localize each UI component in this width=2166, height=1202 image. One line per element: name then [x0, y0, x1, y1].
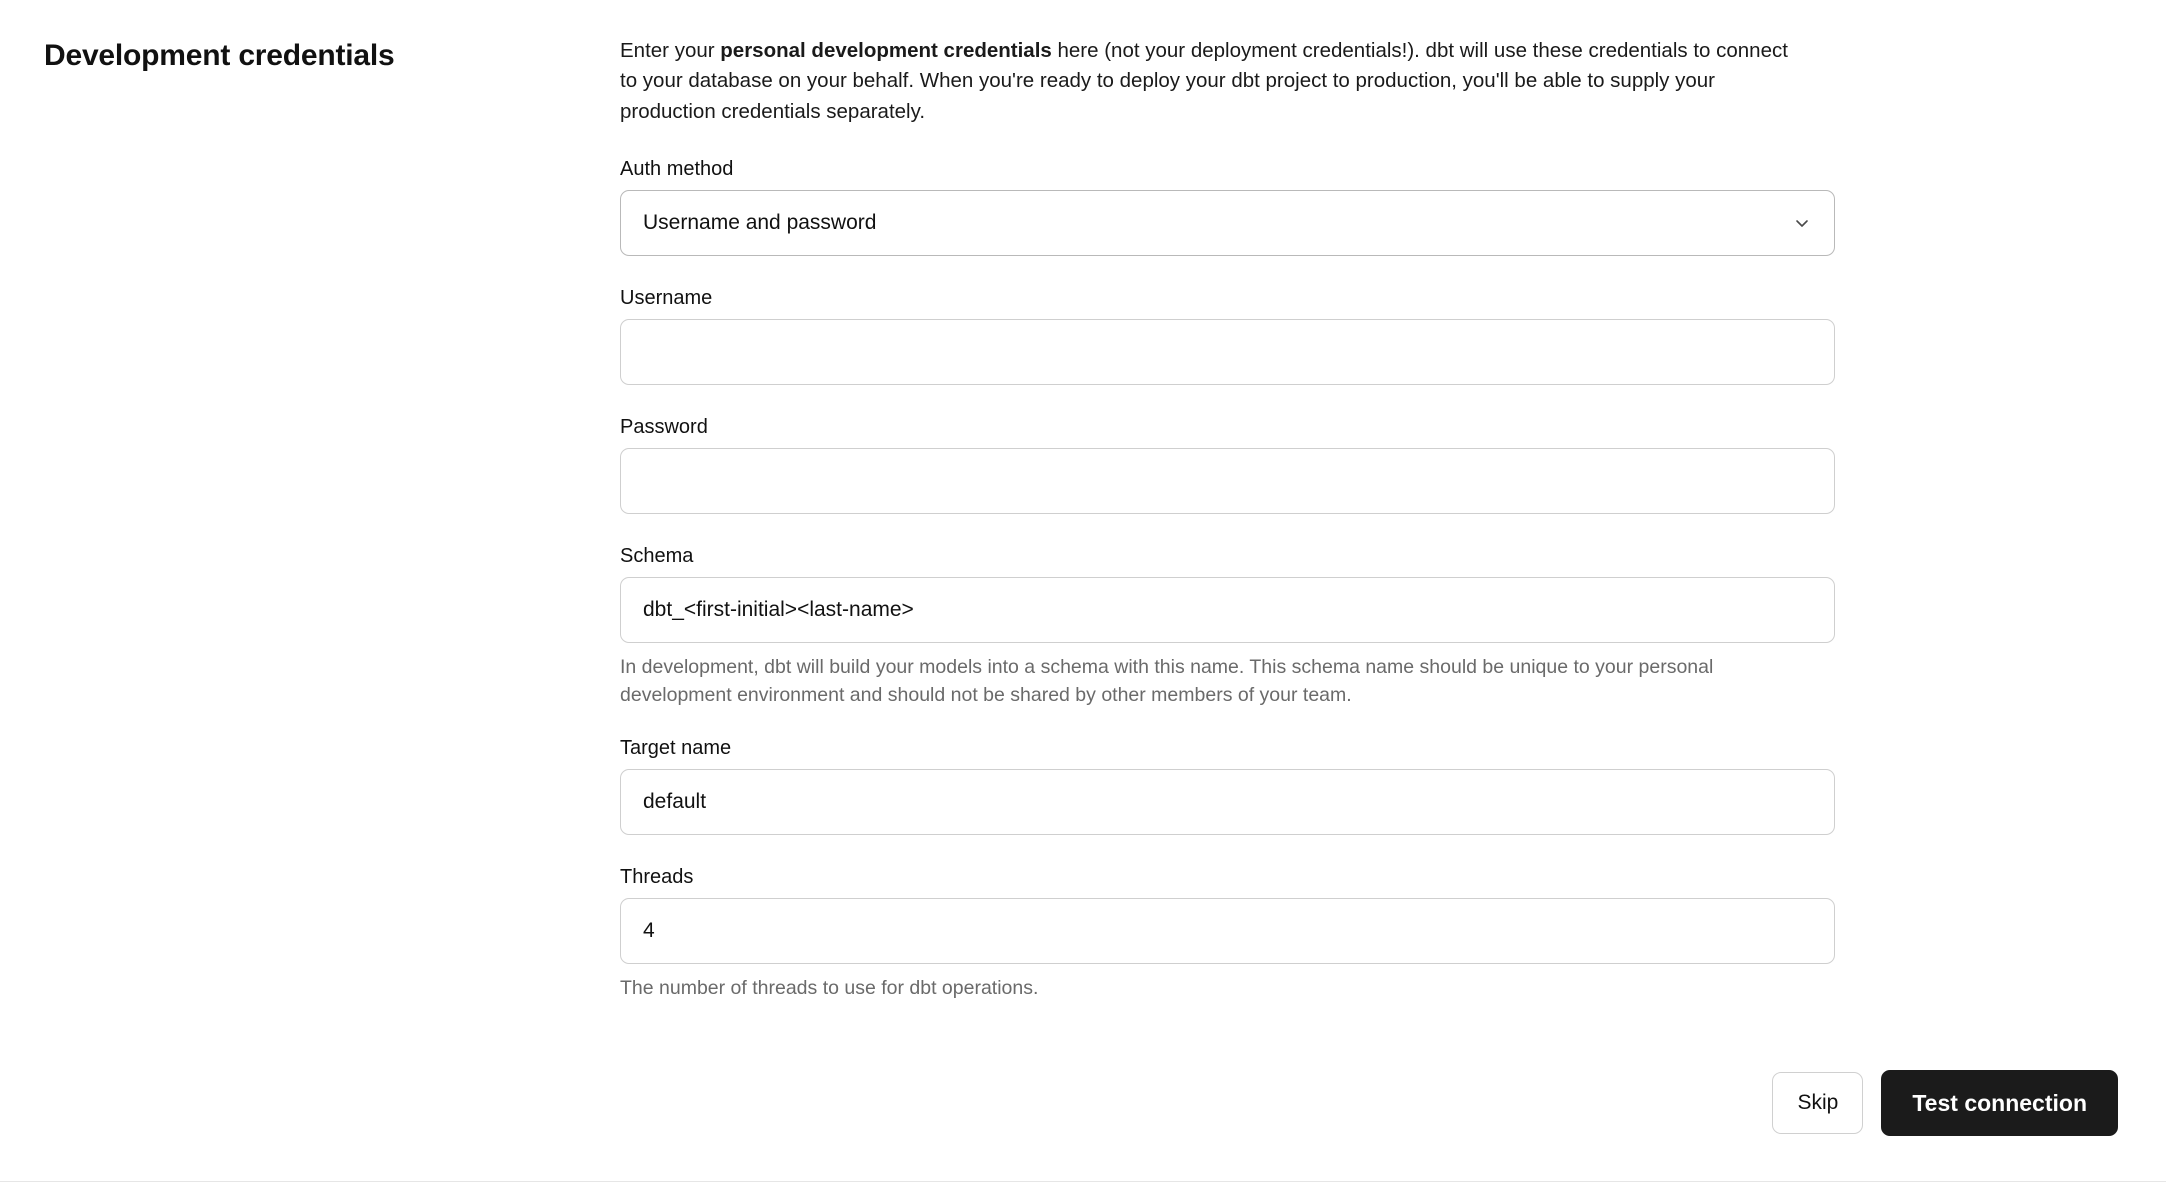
auth-method-label: Auth method [620, 157, 734, 180]
threads-help-text: The number of threads to use for dbt operations. [620, 976, 1039, 999]
auth-method-field [620, 157, 1844, 256]
intro-paragraph [620, 36, 1800, 127]
threads-label: Threads [620, 865, 694, 888]
username-label: Username [620, 286, 713, 309]
threads-input[interactable] [620, 898, 1835, 964]
password-input[interactable] [620, 448, 1835, 514]
password-field [620, 415, 1844, 514]
schema-field [620, 544, 1844, 710]
intro-prefix: Enter your [620, 39, 721, 62]
target-name-label: Target name [620, 736, 732, 759]
form-actions [1772, 1070, 2118, 1136]
spacer [620, 839, 1844, 865]
bottom-divider [0, 1181, 2166, 1182]
section-title-column [0, 36, 620, 1006]
password-label: Password [620, 415, 708, 438]
schema-label: Schema [620, 544, 694, 567]
intro-emphasis: personal development credentials [720, 39, 1052, 62]
intro-suffix: here (not your deployment credentials!). dbt will use these credentials to connect to your database on your behalf. When you're ready to deploy your dbt project to production, you'll be able to supply your production credentials separately. [620, 39, 1788, 123]
test-connection-button[interactable]: Test connection [1881, 1070, 2118, 1136]
username-input[interactable] [620, 319, 1835, 385]
chevron-down-icon [1792, 213, 1812, 233]
schema-input[interactable] [620, 577, 1835, 643]
spacer [620, 389, 1844, 415]
spacer [620, 260, 1844, 286]
target-name-field [620, 736, 1844, 835]
section-body-column [620, 36, 1844, 1006]
threads-field [620, 865, 1844, 1002]
spacer [620, 518, 1844, 544]
schema-help-text: In development, dbt will build your models into a schema with this name. This schema name should be unique to your personal development environment and should not be shared by other members of your team. [620, 655, 1714, 707]
username-field [620, 286, 1844, 385]
auth-method-value: Username and password [643, 210, 877, 234]
spacer [620, 714, 1844, 736]
auth-method-select[interactable] [620, 190, 1835, 256]
target-name-input[interactable] [620, 769, 1835, 835]
page-title: Development credentials [44, 39, 395, 72]
skip-button[interactable]: Skip [1772, 1072, 1863, 1134]
